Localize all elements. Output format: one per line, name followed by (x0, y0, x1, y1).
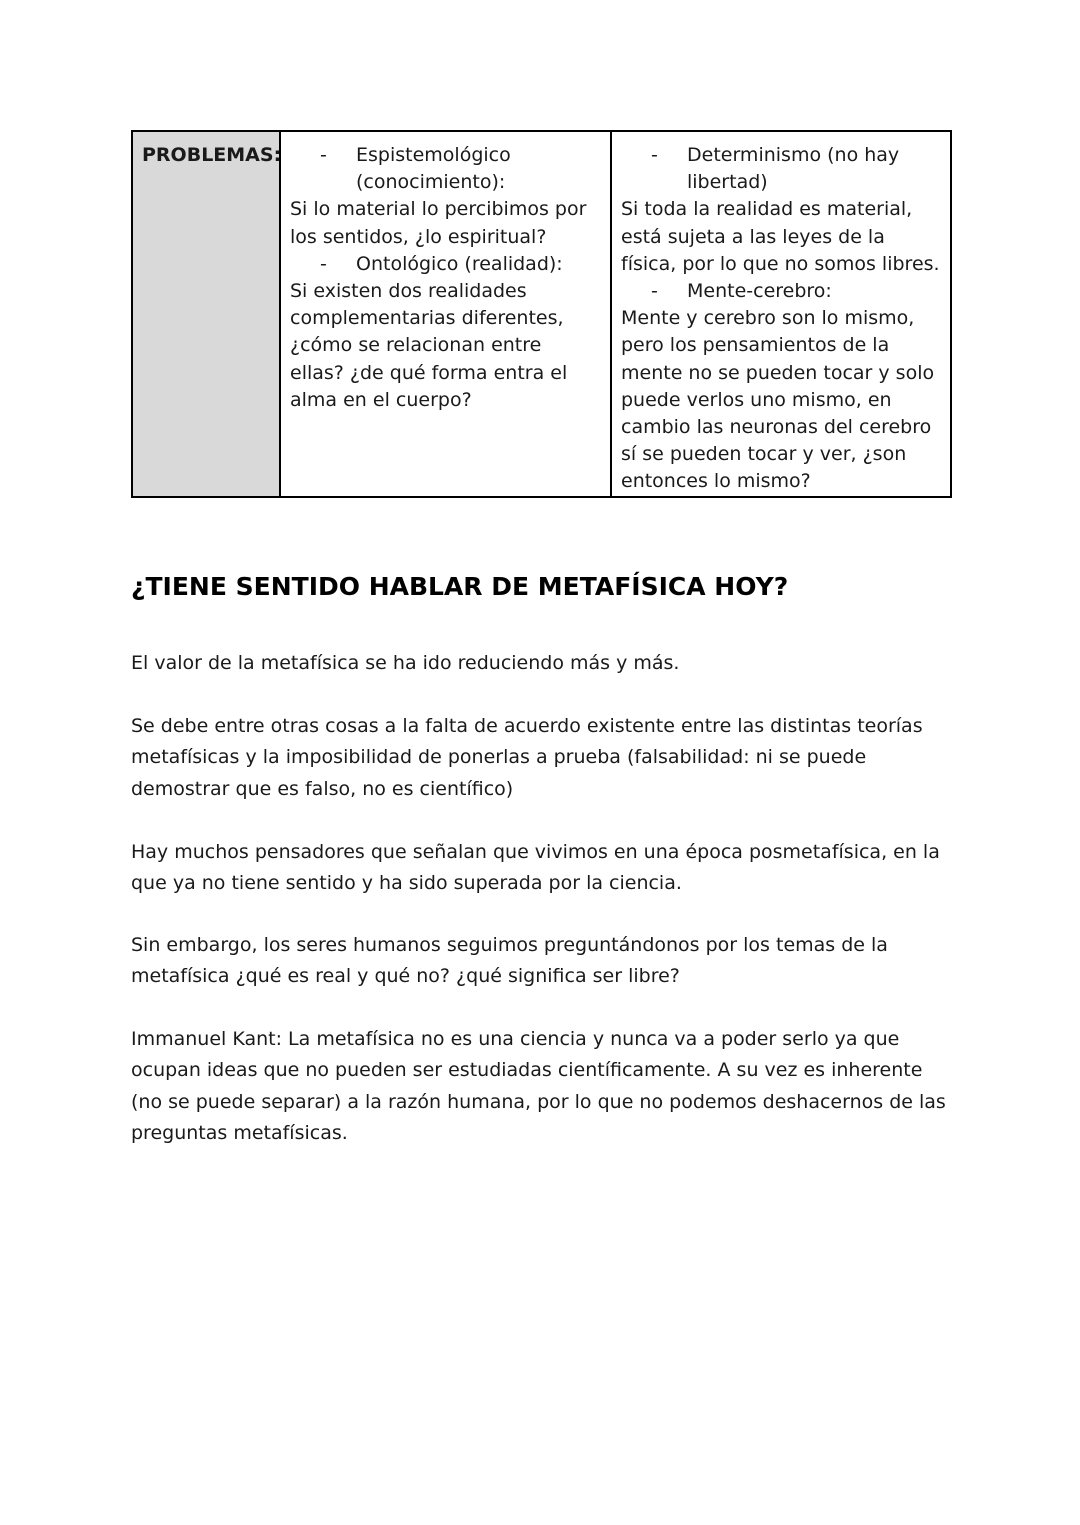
bullet-dash: - (651, 280, 658, 303)
bullet-mente-cerebro: Mente-cerebro: (687, 280, 832, 303)
bullet-determinismo: Determinismo (no hay libertad) (687, 144, 900, 194)
problems-cell-materialism (611, 131, 951, 497)
problems-label-cell (132, 131, 280, 497)
paragraph-posmetafisica: Hay muchos pensadores que señalan que vivimos en una época posmetafísica, en la que ya no tiene sentido y ha sido superada por la ciencia. (131, 841, 940, 895)
problems-cell-dualism (280, 131, 611, 497)
paragraph-valor: El valor de la metafísica se ha ido reduciendo más y más. (131, 652, 680, 674)
bullet-ontologico: Ontológico (realidad): (356, 252, 563, 275)
problems-table (131, 130, 952, 498)
list-item (621, 142, 941, 196)
table-row (132, 131, 951, 497)
bullet-epistemologico: Espistemológico (conocimiento): (356, 144, 511, 194)
paragraph-epistemologico: Si lo material lo percibimos por los sentidos, ¿lo espiritual? (290, 198, 587, 248)
paragraph-acuerdo: Se debe entre otras cosas a la falta de acuerdo existente entre las distintas teorías metafísicas y la imposibilidad de ponerlas a prueba (falsabilidad: ni se puede demostrar que es falso, no es científico) (131, 715, 923, 800)
paragraph-determinismo: Si toda la realidad es material, está sujeta a las leyes de la física, por lo que no somos libres. (621, 198, 940, 275)
list-item (621, 278, 941, 305)
list-item (290, 142, 601, 196)
problems-label: PROBLEMAS: (142, 144, 282, 166)
paragraph-mente-cerebro: Mente y cerebro son lo mismo, pero los pensamientos de la mente no se pueden tocar y solo puede verlos uno mismo, en cambio las neuronas del cerebro sí se pueden tocar y ver, ¿son entonces lo mismo? (621, 307, 935, 493)
bullet-dash: - (320, 252, 327, 275)
section-heading: ¿TIENE SENTIDO HABLAR DE METAFÍSICA HOY? (131, 572, 789, 601)
bullet-dash: - (651, 144, 658, 166)
list-item (290, 251, 601, 278)
paragraph-ontologico: Si existen dos realidades complementarias diferentes, ¿cómo se relacionan entre ellas? ¿de qué forma entra el alma en el cuerpo? (290, 280, 568, 411)
paragraph-sin-embargo: Sin embargo, los seres humanos seguimos preguntándonos por los temas de la metafísica ¿qué es real y qué no? ¿qué significa ser libre? (131, 934, 888, 988)
bullet-dash: - (320, 144, 327, 166)
paragraph-kant: Immanuel Kant: La metafísica no es una ciencia y nunca va a poder serlo ya que ocupan ideas que no pueden ser estudiadas científicamente. A su vez es inherente (no se puede separar) a la razón humana, por lo que no podemos deshacernos de las preguntas metafísicas. (131, 1028, 946, 1144)
